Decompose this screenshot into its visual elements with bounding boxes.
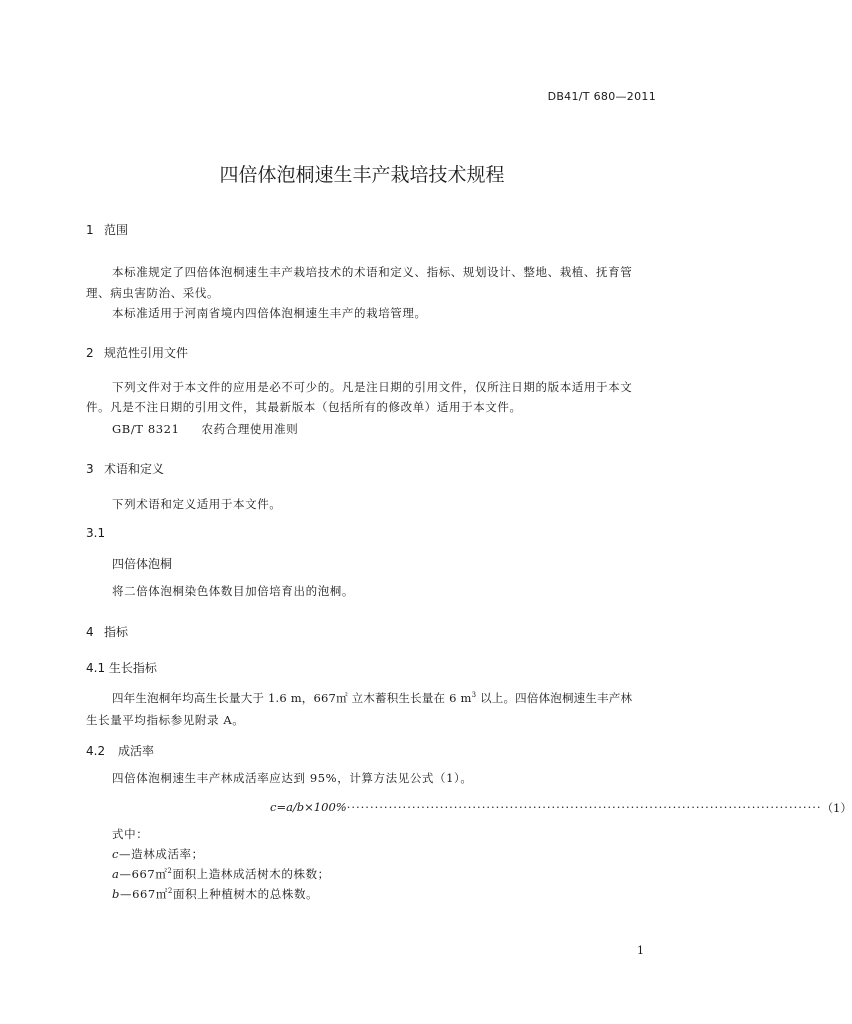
subsection-4-2-paragraph: 四倍体泡桐速生丰产林成活率应达到 95%，计算方法见公式（1）。 <box>112 771 473 785</box>
section-3-number: 3 <box>86 462 94 476</box>
variable-c <box>112 846 204 862</box>
section-4-title: 指标 <box>104 625 129 639</box>
reference-title: 农药合理使用准则 <box>201 422 299 436</box>
subsection-4-1-paragraph-a <box>112 690 632 706</box>
subsection-4-2-number: 4.2 <box>86 744 106 758</box>
section-4-number: 4 <box>86 625 94 639</box>
cubic-superscript: 3 <box>471 691 477 699</box>
reference-code: GB/T 8321 <box>112 422 180 436</box>
section-1-number: 1 <box>86 223 94 237</box>
variable-a-desc-2: 面积上造林成活树木的株数； <box>172 867 330 881</box>
square-meter-unit: ㎡ <box>336 691 348 705</box>
section-1-paragraph-2: 本标准适用于河南省境内四倍体泡桐速生丰产的栽培管理。 <box>112 306 427 320</box>
section-4-heading <box>86 623 128 640</box>
variable-b-desc-2: 面积上种植树木的总株数。 <box>172 887 319 901</box>
section-2-paragraph-1b: 件。凡是不注日期的引用文件，其最新版本（包括所有的修改单）适用于本文件。 <box>86 400 522 414</box>
subsection-3-1-number: 3.1 <box>86 526 106 540</box>
formula-number: （1） <box>821 801 852 815</box>
variable-c-desc: —造林成活率； <box>119 847 204 861</box>
section-1-paragraph-1a: 本标准规定了四倍体泡桐速生丰产栽培技术的术语和定义、指标、规划设计、整地、栽植、抚育管 <box>112 265 633 279</box>
term-name: 四倍体泡桐 <box>112 557 173 571</box>
growth-text-2: 立木蓄积生长量在 6 m <box>351 691 472 705</box>
section-1-heading <box>86 221 128 238</box>
section-1-title: 范围 <box>104 223 129 237</box>
section-2-paragraph-1a: 下列文件对于本文件的应用是必不可少的。凡是注日期的引用文件，仅所注日期的版本适用于本文 <box>112 380 633 394</box>
formula-line <box>270 800 852 816</box>
variable-a <box>112 866 330 882</box>
variable-b-sup: 2 <box>167 887 173 895</box>
subsection-4-2-heading <box>86 742 154 759</box>
section-1-paragraph-1b: 理、病虫害防治、采伐。 <box>86 286 220 300</box>
section-3-heading <box>86 460 164 477</box>
growth-text-1: 四年生泡桐年均高生长量大于 1.6 m，667 <box>112 691 337 705</box>
section-2-number: 2 <box>86 346 94 360</box>
term-definition: 将二倍体泡桐染色体数目加倍培育出的泡桐。 <box>112 584 354 598</box>
section-3-paragraph: 下列术语和定义适用于本文件。 <box>112 497 282 511</box>
section-3-title: 术语和定义 <box>104 462 165 476</box>
section-2-heading <box>86 344 188 361</box>
variable-a-desc-1: —667㎡ <box>119 867 168 881</box>
variable-a-symbol: a <box>112 867 120 881</box>
variable-b-symbol: b <box>112 887 120 901</box>
where-label: 式中： <box>112 827 149 841</box>
growth-text-3: 以上。四倍体泡桐速生丰产林 <box>480 691 633 705</box>
section-2-title: 规范性引用文件 <box>104 346 189 360</box>
variable-b <box>112 886 318 902</box>
variable-c-symbol: c <box>112 847 120 861</box>
variable-a-sup: 2 <box>167 867 173 875</box>
variable-b-desc-1: —667㎡ <box>119 887 168 901</box>
normative-reference <box>112 421 298 437</box>
subsection-4-2-title: 成活率 <box>118 744 155 758</box>
formula: c=a/b×100% <box>270 800 347 814</box>
formula-leader-dots: ······································································································ <box>346 800 822 814</box>
document-title: 四倍体泡桐速生丰产栽培技术规程 <box>219 164 505 186</box>
page-number: 1 <box>637 944 644 957</box>
subsection-4-1-heading: 4.1 生长指标 <box>86 661 157 675</box>
subsection-4-1-paragraph-b: 生长量平均指标参见附录 A。 <box>86 713 245 727</box>
standard-code: DB41/T 680—2011 <box>547 90 656 103</box>
